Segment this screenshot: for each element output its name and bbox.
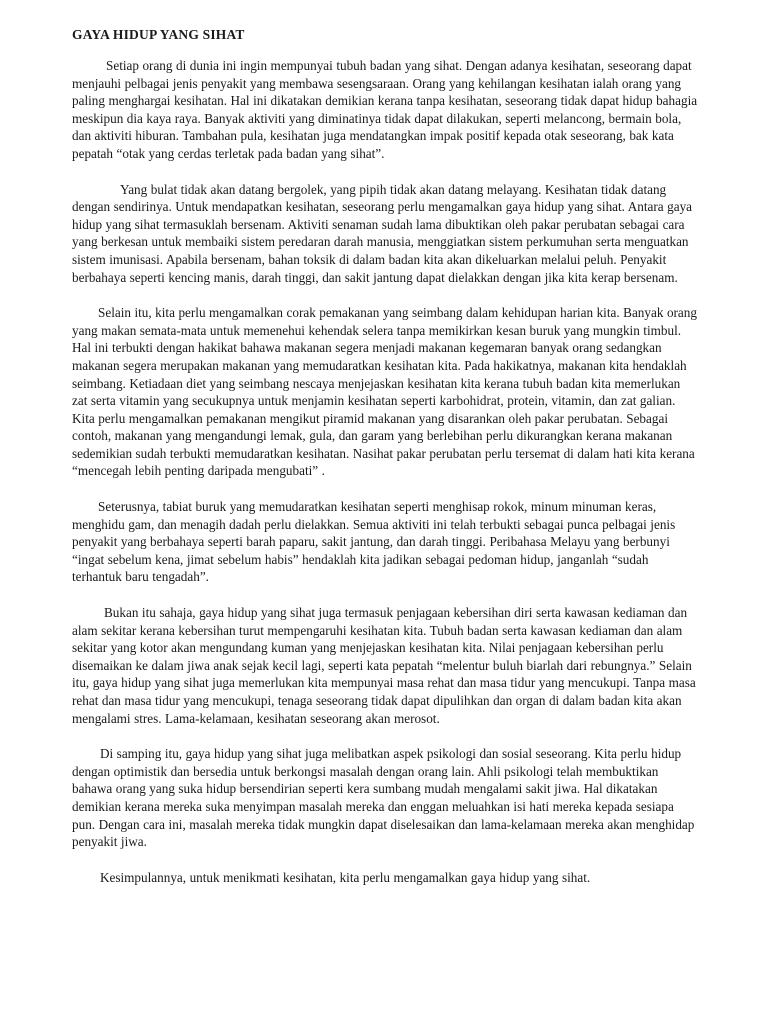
paragraph-intro: Setiap orang di dunia ini ingin mempunyai tubuh badan yang sihat. Dengan adanya kesihatan, seseorang dapat menjauhi pelbagai jenis penyakit yang membawa sesengsaraan. Orang yang kehilangan kesihatan ialah orang yang paling menghargai kesihatan. Hal ini dikatakan demikian kerana tanpa kesihatan, seseorang tidak dapat hidup bahagia meskipun dia kaya raya. Banyak aktiviti yang diminatinya tidak dapat dilakukan, seperti melancong, bermain bola, dan aktiviti hiburan. Tambahan pula, kesihatan juga mendatangkan impak positif kepada otak seseorang, bak kata pepatah “otak yang cerdas terletak pada badan yang sihat”. [72,58,698,161]
paragraph-diet: Selain itu, kita perlu mengamalkan corak pemakanan yang seimbang dalam kehidupan harian kita. Banyak orang yang makan semata-mata untuk memenehui kehendak selera tanpa memikirkan kesan buruk yang mungkin timbul. Hal ini terbukti dengan hakikat bahawa makanan segera menjadi makanan kegemaran banyak orang sedangkan makanan segera merupakan makanan yang memudaratkan kesihatan kita. Pada hakikatnya, makanan kita hendaklah seimbang. Ketiadaan diet yang seimbang nescaya menjejaskan kesihatan kita kerana tubuh badan kita memerlukan zat serta vitamin yang secukupnya untuk menjamin kesihatan seperti karbohidrat, protein, vitamin, dan zat galian. Kita perlu mengamalkan pemakanan mengikut piramid makanan yang disarankan oleh pakar perubatan. Sebagai contoh, makanan yang mengandungi lemak, gula, dan garam yang berlebihan perlu dikurangkan kerana makanan sedemikian sudah terbukti memudaratkan kesihatan. Nasihat pakar perubatan perlu tersemat di dalam hati kita kerana “mencegah lebih penting daripada mengubati” . [72,305,697,479]
document-title: GAYA HIDUP YANG SIHAT [72,27,245,42]
paragraph-psychology: Di samping itu, gaya hidup yang sihat juga melibatkan aspek psikologi dan sosial seseorang. Kita perlu hidup dengan optimistik dan bersedia untuk berkongsi masalah dengan orang lain. Ahli psikologi telah membuktikan bahawa orang yang suka hidup bersendirian seperti kera sumbang mudah mengalami sakit jiwa. Hal dikatakan demikian kerana mereka suka menyimpan masalah mereka dan enggan meluahkan isi hati mereka kepada sesiapa pun. Dengan cara ini, masalah mereka tidak mungkin dapat diselesaikan dan lama-kelamaan mereka akan menghidap penyakit jiwa. [72,746,695,850]
paragraph-conclusion: Kesimpulannya, untuk menikmati kesihatan, kita perlu mengamalkan gaya hidup yang sihat. [100,869,591,885]
paragraph-bad-habits: Seterusnya, tabiat buruk yang memudaratkan kesihatan seperti menghisap rokok, minum minuman keras, menghidu gam, dan menagih dadah perlu dielakkan. Semua aktiviti ini telah terbukti sebagai punca pelbagai jenis penyakit yang berbahaya seperti barah paparu, sakit jantung, dan darah tinggi. Peribahasa Melayu yang berbunyi “ingat sebelum kena, jimat sebelum habis” hendaklah kita jadikan sebagai pedoman hidup, janganlah “sudah terhantuk baru tengadah”. [72,499,676,585]
paragraph-cleanliness: Bukan itu sahaja, gaya hidup yang sihat juga termasuk penjagaan kebersihan diri serta kawasan kediaman dan alam sekitar kerana kebersihan turut mempengaruhi kesihatan kita. Tubuh badan serta kawasan kediaman dan alam sekitar yang kotor akan mengundang kuman yang menjejaskan kesihatan kita. Nilai penjagaan kebersihan perlu disemaikan ke dalam jiwa anak sejak kecil lagi, seperti kata pepatah “melentur buluh biarlah dari rebungnya.” Selain itu, gaya hidup yang sihat juga memerlukan kita mempunyai masa rehat dan masa tidur yang mencukupi. Tanpa masa rehat dan masa tidur yang mencukupi, tenaga seseorang tidak dapat dipulihkan dan organ di dalam badan kita akan mengalami stres. Lama-kelamaan, kesihatan seseorang akan merosot. [72,605,696,726]
paragraph-exercise: Yang bulat tidak akan datang bergolek, yang pipih tidak akan datang melayang. Kesihatan tidak datang dengan sendirinya. Untuk mendapatkan kesihatan, seseorang perlu mengamalkan gaya hidup yang sihat. Antara gaya hidup yang sihat termasuklah bersenam. Aktiviti senaman sudah lama dibuktikan oleh pakar perubatan sebagai cara yang berkesan untuk membaiki sistem peredaran darah manusia, menggiatkan sistem perkumuhan serta menguatkan sistem imunisasi. Apabila bersenam, bahan toksik di dalam badan kita akan dikeluarkan melalui peluh. Penyakit berbahaya seperti kencing manis, darah tinggi, dan sakit jantung dapat dielakkan dengan jika kita kerap bersenam. [72,181,693,285]
